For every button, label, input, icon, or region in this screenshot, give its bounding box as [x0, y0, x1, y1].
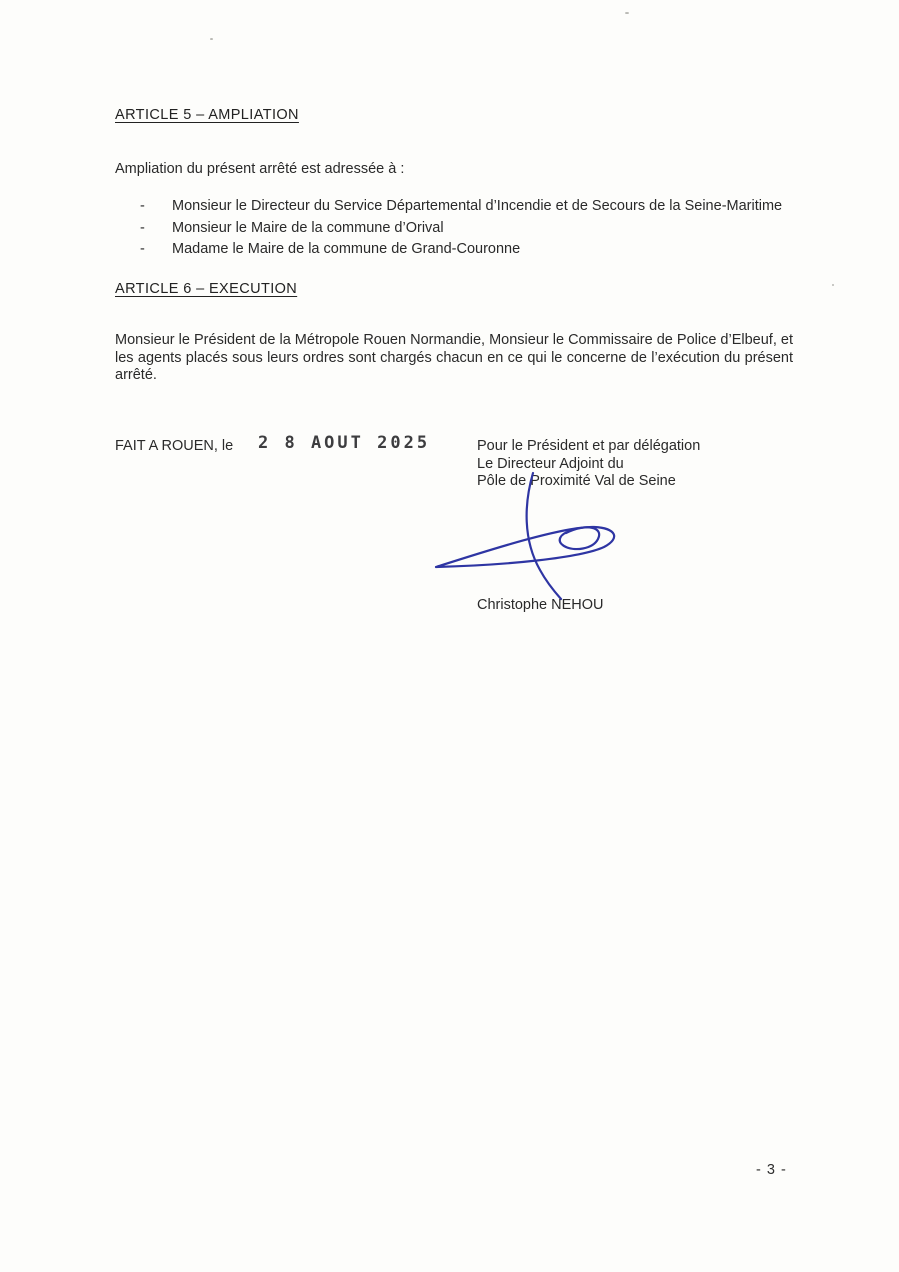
delegation-line: Pôle de Proximité Val de Seine	[477, 473, 676, 489]
delegation-line: Pour le Président et par délégation	[477, 438, 701, 454]
ampliation-list	[140, 196, 782, 261]
list-dash-marker: -	[140, 219, 145, 236]
list-item	[140, 239, 782, 261]
date-stamp: 2 8 AOUT 2025	[258, 433, 431, 453]
article5-heading: ARTICLE 5 – AMPLIATION	[115, 107, 299, 123]
signer-name: Christophe NEHOU	[477, 597, 604, 613]
list-item-text: Madame le Maire de la commune de Grand-Couronne	[172, 241, 521, 257]
list-item-text: Monsieur le Directeur du Service Départemental d’Incendie et de Secours de la Seine-Maritime	[172, 198, 783, 214]
list-dash-marker: -	[140, 198, 145, 214]
list-dash-marker: -	[140, 241, 145, 257]
page-number: - 3 -	[756, 1162, 787, 1178]
scan-speck	[832, 284, 834, 286]
signature-strokes	[436, 473, 614, 599]
list-item-text: Monsieur le Maire de la commune d’Orival	[172, 219, 444, 236]
list-item	[140, 218, 782, 240]
article6-body-text: Monsieur le Président de la Métropole Rouen Normandie, Monsieur le Commissaire de Police d’Elbeuf, et les agents placés sous leurs ordres sont chargés chacun en ce qui le concerne de l’exécution du présent arrêté.	[115, 332, 793, 383]
scan-speck	[625, 12, 629, 14]
list-item	[140, 196, 782, 218]
place-and-date-line: FAIT A ROUEN, le	[115, 438, 234, 454]
handwritten-signature	[428, 470, 643, 602]
scan-speck	[210, 38, 213, 40]
article5-intro-text: Ampliation du présent arrêté est adressée à :	[115, 161, 405, 177]
article6-heading: ARTICLE 6 – EXECUTION	[115, 281, 298, 297]
delegation-line: Le Directeur Adjoint du	[477, 455, 624, 472]
